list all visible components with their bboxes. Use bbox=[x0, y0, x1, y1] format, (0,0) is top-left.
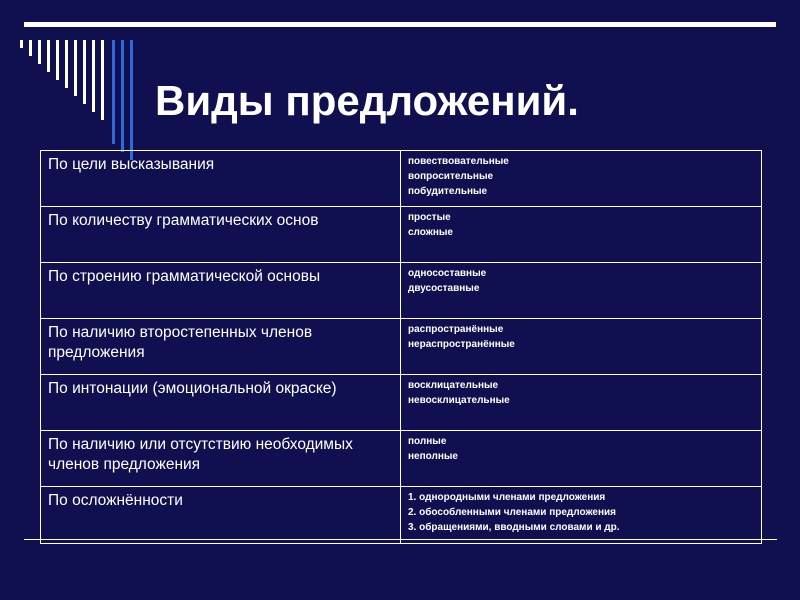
table-row bbox=[41, 207, 762, 263]
category-cell bbox=[41, 263, 401, 319]
table-row bbox=[41, 375, 762, 431]
values-cell bbox=[401, 319, 762, 375]
slide-title: Виды предложений. bbox=[155, 77, 579, 124]
stripe bbox=[47, 40, 50, 72]
category-label: По осложнённости bbox=[48, 492, 183, 509]
category-label: По наличию второстепенных членов предложения bbox=[48, 324, 313, 361]
category-cell bbox=[41, 431, 401, 487]
value-item: двусоставные bbox=[408, 283, 480, 294]
values-cell bbox=[401, 207, 762, 263]
table-row bbox=[41, 431, 762, 487]
category-label: По количеству грамматических основ bbox=[48, 212, 319, 229]
category-cell bbox=[41, 487, 401, 544]
stripe bbox=[92, 40, 95, 112]
value-item: неполные bbox=[408, 451, 458, 462]
value-item: побудительные bbox=[408, 186, 488, 197]
category-cell bbox=[41, 375, 401, 431]
category-label: По цели высказывания bbox=[48, 156, 215, 173]
stripe bbox=[74, 40, 77, 96]
stripe-accent bbox=[112, 40, 115, 144]
value-item: распространённые bbox=[408, 324, 504, 335]
value-item: восклицательные bbox=[408, 380, 499, 391]
decorative-stripes bbox=[0, 0, 140, 160]
table-row bbox=[41, 487, 762, 544]
stripe bbox=[65, 40, 68, 88]
value-item: сложные bbox=[408, 227, 453, 238]
value-item: 3. обращениями, вводными словами и др. bbox=[408, 522, 620, 533]
value-item: 2. обособленными членами предложения bbox=[408, 507, 617, 518]
bottom-rule bbox=[24, 539, 777, 540]
value-item: невосклицательные bbox=[408, 395, 510, 406]
stripe-accent bbox=[130, 40, 133, 160]
stripe bbox=[38, 40, 41, 64]
category-cell bbox=[41, 151, 401, 207]
stripe-accent bbox=[121, 40, 124, 152]
stripe bbox=[83, 40, 86, 104]
value-item: вопросительные bbox=[408, 171, 494, 182]
values-cell bbox=[401, 151, 762, 207]
value-item: нераспространённые bbox=[408, 339, 515, 350]
sentence-types-table bbox=[40, 150, 762, 544]
category-cell bbox=[41, 319, 401, 375]
values-cell bbox=[401, 487, 762, 544]
value-item: 1. однородными членами предложения bbox=[408, 492, 606, 503]
table-row bbox=[41, 319, 762, 375]
values-cell bbox=[401, 431, 762, 487]
stripe bbox=[101, 40, 104, 120]
stripe bbox=[56, 40, 59, 80]
category-label: По интонации (эмоциональной окраске) bbox=[48, 380, 337, 397]
value-item: простые bbox=[408, 212, 451, 223]
category-cell bbox=[41, 207, 401, 263]
value-item: односоставные bbox=[408, 268, 487, 279]
value-item: повествовательные bbox=[408, 156, 509, 167]
value-item: полные bbox=[408, 436, 447, 447]
values-cell bbox=[401, 263, 762, 319]
category-label: По строению грамматической основы bbox=[48, 268, 321, 285]
stripe bbox=[20, 40, 23, 48]
values-cell bbox=[401, 375, 762, 431]
table-row bbox=[41, 263, 762, 319]
stripe bbox=[29, 40, 32, 56]
table-row bbox=[41, 151, 762, 207]
category-label: По наличию или отсутствию необходимых членов предложения bbox=[48, 436, 353, 473]
